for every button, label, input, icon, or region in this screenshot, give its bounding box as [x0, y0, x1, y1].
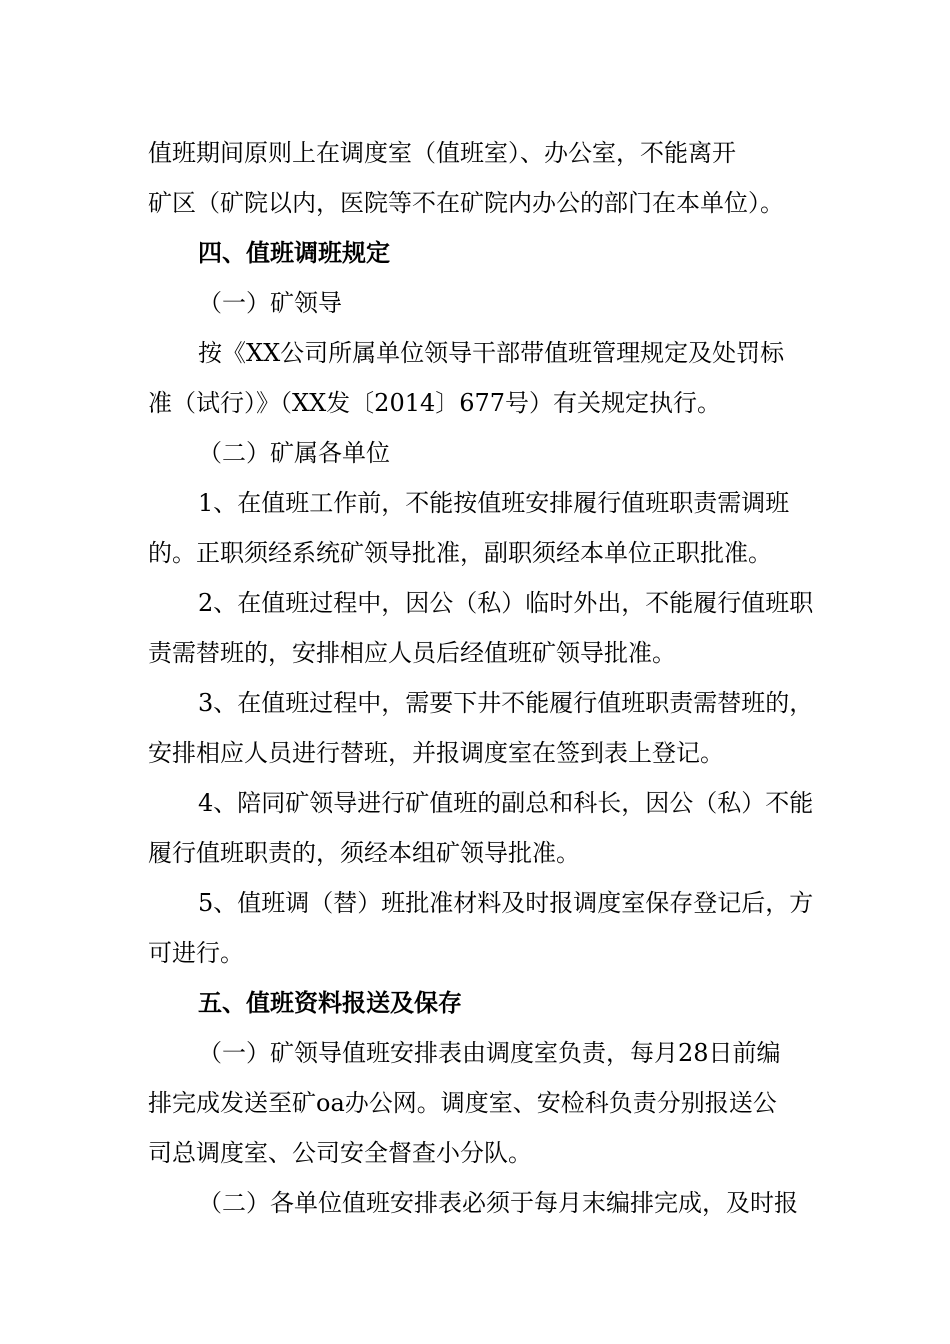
text-line: 值班期间原则上在调度室（值班室）、办公室，不能离开 [148, 139, 736, 167]
section-heading-4 [148, 228, 813, 278]
text-line: 2、在值班过程中，因公（私）临时外出，不能履行值班职 [198, 589, 814, 617]
text-line: 可进行。 [148, 939, 244, 967]
text-line: 4、陪同矿领导进行矿值班的副总和科长，因公（私）不能 [198, 789, 814, 817]
subheading-units [148, 428, 813, 478]
text-line: 5、值班调（替）班批准材料及时报调度室保存登记后，方 [198, 889, 814, 917]
text-line: 矿区（矿院以内，医院等不在矿院内办公的部门在本单位）。 [148, 189, 784, 217]
paragraph-leader-rules [148, 328, 813, 428]
subheading-text: （二）矿属各单位 [198, 439, 390, 467]
text-line: 司总调度室、公司安全督查小分队。 [148, 1139, 532, 1167]
section-heading-5 [148, 978, 813, 1028]
text-line: 准（试行）》（XX发〔2014〕677号）有关规定执行。 [148, 389, 722, 417]
text-line: （一）矿领导值班安排表由调度室负责，每月28日前编 [198, 1039, 781, 1067]
text-line: 履行值班职责的，须经本组矿领导批准。 [148, 839, 580, 867]
heading-text: 四、值班调班规定 [198, 239, 390, 267]
text-line: 的。正职须经系统矿领导批准，副职须经本单位正职批准。 [148, 539, 772, 567]
paragraph-item-4 [148, 778, 813, 878]
text-line: 责需替班的，安排相应人员后经值班矿领导批准。 [148, 639, 676, 667]
paragraph-item-5 [148, 878, 813, 978]
subheading-text: （一）矿领导 [198, 289, 342, 317]
text-line: 按《XX公司所属单位领导干部带值班管理规定及处罚标 [198, 339, 785, 367]
paragraph-item-2 [148, 578, 813, 678]
heading-text: 五、值班资料报送及保存 [198, 989, 462, 1017]
text-line: 安排相应人员进行替班，并报调度室在签到表上登记。 [148, 739, 724, 767]
paragraph-item-1 [148, 478, 813, 578]
paragraph-unit-schedule [148, 1178, 813, 1228]
paragraph-leader-schedule [148, 1028, 813, 1178]
text-line: 排完成发送至矿oa办公网。调度室、安检科负责分别报送公 [148, 1089, 777, 1117]
text-line: （二）各单位值班安排表必须于每月末编排完成，及时报 [198, 1189, 798, 1217]
paragraph-item-3 [148, 678, 813, 778]
subheading-mine-leaders [148, 278, 813, 328]
text-line: 1、在值班工作前，不能按值班安排履行值班职责需调班 [198, 489, 790, 517]
paragraph-duty-location [148, 128, 813, 228]
text-line: 3、在值班过程中，需要下井不能履行值班职责需替班的， [198, 689, 814, 717]
